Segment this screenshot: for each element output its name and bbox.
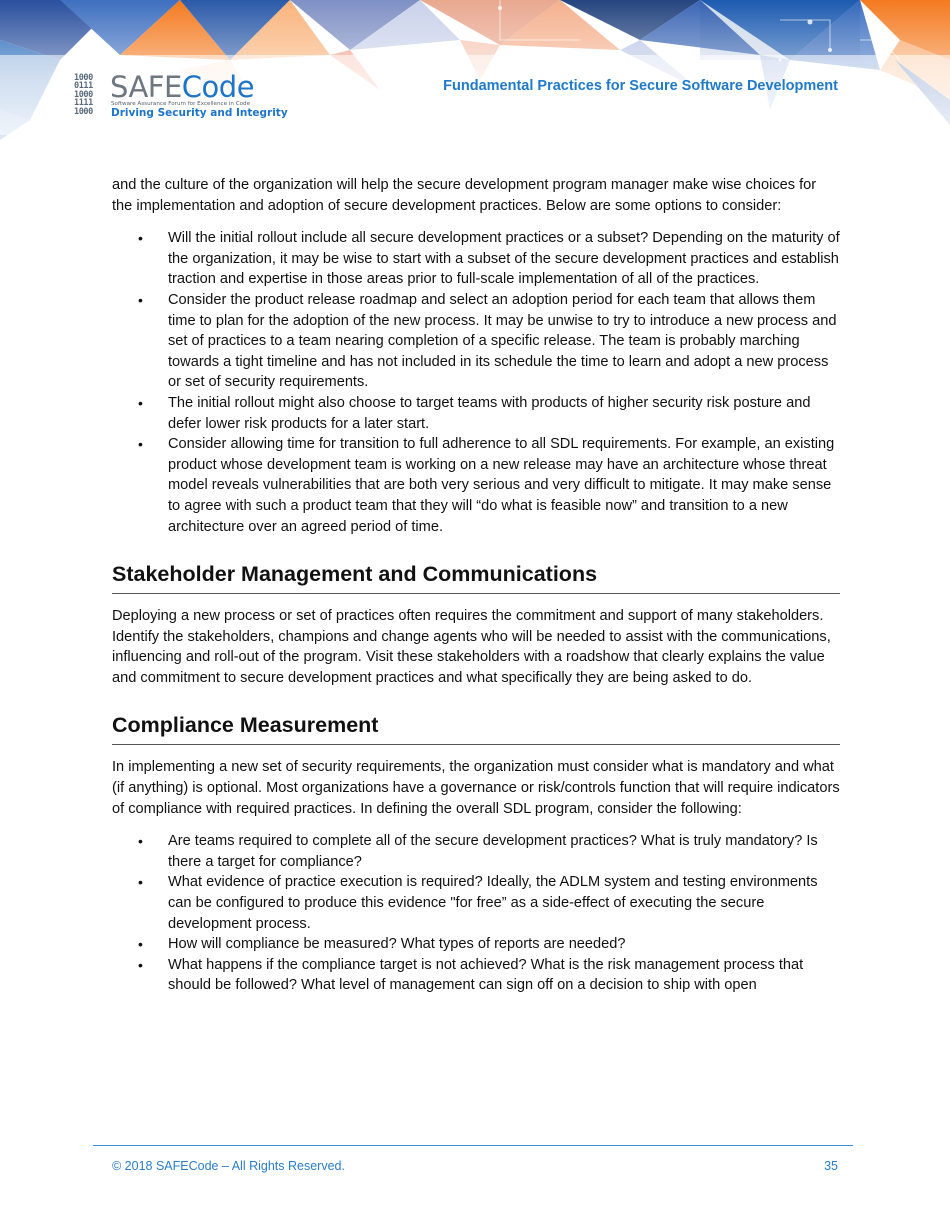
logo-code: Code (181, 70, 255, 104)
bullet-icon: • (138, 936, 143, 953)
compliance-questions-list (112, 831, 840, 996)
logo-wordmark (110, 71, 254, 103)
logo-bit-row: 0111 (74, 81, 93, 92)
bullet-icon: • (138, 230, 143, 247)
list-item (112, 393, 840, 434)
logo-bit-row: 1111 (74, 98, 93, 109)
bullet-icon: • (138, 291, 143, 308)
list-item-text: Consider the product release roadmap and select an adoption period for each team that allows them time to plan for the adoption of the new process. It may be unwise to try to introduce a new process and set of practices to a team nearing completion of a specific release. The team is probably marching towards a tight timeline and has not included in its schedule the time to learn and adopt a new process or set of security requirements. (168, 291, 837, 391)
compliance-paragraph: In implementing a new set of security requirements, the organization must consider what is mandatory and what (if anything) is optional. Most organizations have a governance or risk/controls function that will require indicators of compliance with required practices. In defining the overall SDL program, consider the following: (112, 759, 840, 817)
list-item-text: The initial rollout might also choose to target teams with products of higher security risk posture and defer lower risk products for a later start. (168, 394, 811, 432)
list-item-text: What happens if the compliance target is not achieved? What is the risk management process that should be followed? What level of management can sign off on a decision to ship with open (168, 956, 804, 994)
bullet-icon: • (138, 874, 143, 891)
footer-copyright: © 2018 SAFECode – All Rights Reserved. (112, 1159, 345, 1173)
logo-binary-mark (74, 74, 108, 116)
list-item (112, 955, 840, 996)
stakeholder-heading: Stakeholder Management and Communications (112, 561, 840, 594)
header-banner (0, 0, 950, 175)
list-item (112, 290, 840, 393)
logo-bit-row: 1000 (74, 89, 93, 100)
footer-divider (93, 1145, 853, 1146)
intro-paragraph: and the culture of the organization will help the secure development program manager make wise choices for the implementation and adoption of secure development practices. Below are some options to consider: (112, 177, 817, 214)
bullet-icon: • (138, 436, 143, 453)
list-item (112, 831, 840, 872)
logo-tagline: Driving Security and Integrity (111, 107, 288, 119)
rollout-options-list (112, 228, 840, 537)
list-item (112, 434, 840, 537)
list-item-text: What evidence of practice execution is required? Ideally, the ADLM system and testing environments can be configured to produce this evidence "for free” as a side-effect of executing the secure development process. (168, 874, 818, 932)
stakeholder-paragraph: Deploying a new process or set of practices often requires the commitment and support of many stakeholders. Identify the stakeholders, champions and change agents who will be needed to assist with the communications, influencing and roll-out of the program. Visit these stakeholders with a roadshow that clearly explains the value and commitment to secure development practices and what specifically they are being asked to do. (112, 608, 831, 686)
logo-forum-line: Software Assurance Forum for Excellence in Code (111, 101, 251, 107)
list-item (112, 228, 840, 290)
list-item-text: Will the initial rollout include all secure development practices or a subset? Depending on the maturity of the organization, it may be wise to start with a subset of the secure development practices and establish traction and expertise in those areas prior to full-scale implementation of all of the practices. (168, 230, 840, 288)
safecode-logo (74, 70, 288, 120)
bullet-icon: • (138, 394, 143, 411)
page-content (112, 175, 840, 996)
compliance-heading: Compliance Measurement (112, 712, 840, 745)
list-item (112, 872, 840, 934)
list-item (112, 934, 840, 955)
list-item-text: Consider allowing time for transition to full adherence to all SDL requirements. For example, an existing product whose development team is working on a new release may have an architecture whose threat model reveals vulnerabilities that are both very serious and very difficult to mitigate. It may make sense to agree with such a product team that they will “do what is feasible now” and transition to a new architecture over an agreed period of time. (168, 436, 835, 535)
list-item-text: How will compliance be measured? What types of reports are needed? (168, 936, 626, 953)
logo-safe: SAFE (110, 70, 182, 104)
bullet-icon: • (138, 833, 143, 850)
logo-bit-row: 1000 (74, 73, 93, 83)
bullet-icon: • (138, 956, 143, 973)
document-title: Fundamental Practices for Secure Software Development (443, 78, 838, 94)
logo-bit-row: 1000 (74, 106, 93, 117)
page-number: 35 (824, 1159, 838, 1173)
list-item-text: Are teams required to complete all of the secure development practices? What is truly mandatory? Is there a target for compliance? (168, 833, 818, 870)
